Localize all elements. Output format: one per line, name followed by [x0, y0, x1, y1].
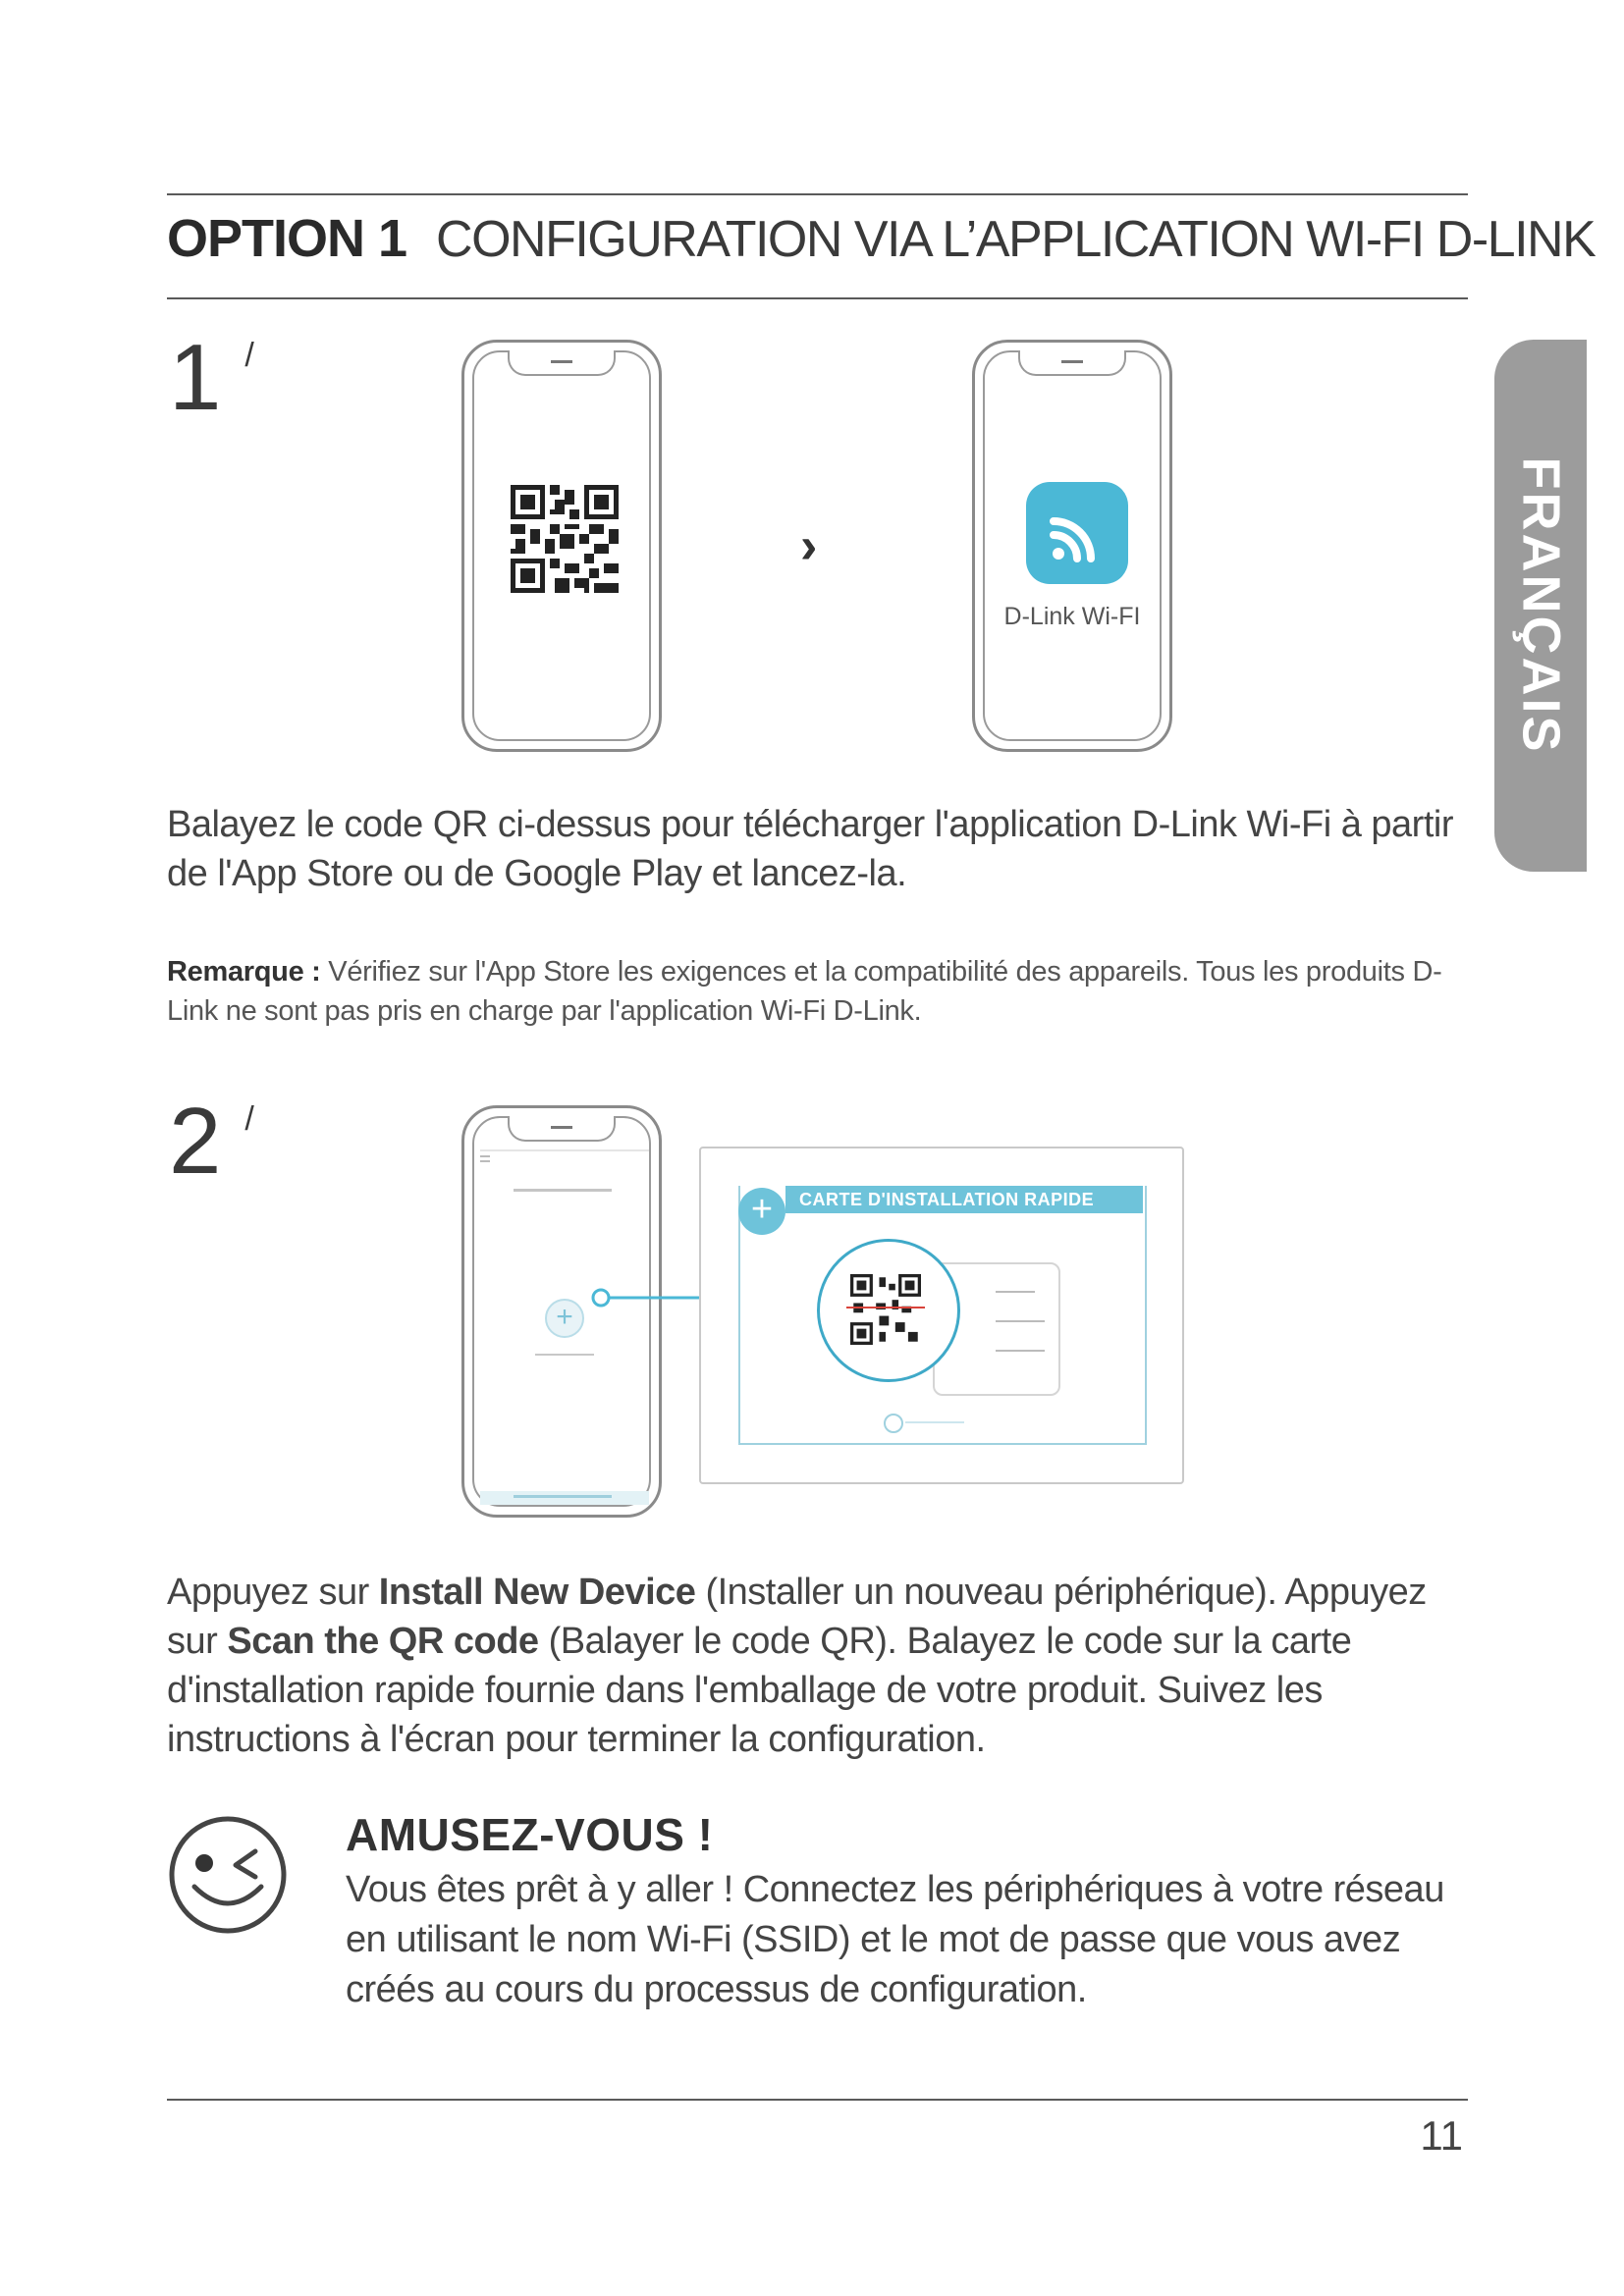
- page-title: CONFIGURATION VIA L’APPLICATION WI-FI D-LINK: [436, 211, 1596, 268]
- step-1-note: [167, 952, 1483, 1031]
- page-number: 11: [1420, 2112, 1463, 2159]
- app-name-label: D-Link Wi-FI: [1003, 603, 1141, 630]
- page-header: [167, 208, 1596, 269]
- step-slash: /: [244, 337, 254, 374]
- step-2-instruction: Appuyez sur Install New Device (Installer un nouveau périphérique). Appuyez sur Scan the QR code (Balayer le code QR). Balayez le code sur la carte d'installation rapide fournie dans l'emballage de votre produit. Suivez les instructions à l'écran pour terminer la configuration.: [167, 1572, 1427, 1760]
- option-label: OPTION 1: [167, 209, 407, 268]
- step-number: 2: [169, 1089, 222, 1194]
- phone-app: [972, 340, 1172, 752]
- note-text: Vérifiez sur l'App Store les exigences et la compatibilité des appareils. Tous les produits D-Link ne sont pas pris en charge par l'application Wi-Fi D-Link.: [167, 956, 1442, 1027]
- plus-icon: +: [738, 1188, 785, 1235]
- header-rule: [167, 297, 1468, 299]
- qr-code-icon: [511, 485, 619, 593]
- dlink-wifi-app-icon: [1026, 482, 1128, 584]
- step-slash: /: [244, 1100, 254, 1138]
- card-title-bar: CARTE D'INSTALLATION RAPIDE: [785, 1186, 1143, 1213]
- step-number: 1: [169, 325, 222, 430]
- card-qr-code-icon: [850, 1274, 921, 1345]
- top-rule: [167, 193, 1468, 195]
- language-tab: [1494, 340, 1587, 872]
- phone-install: [461, 1105, 662, 1518]
- fun-text: Vous êtes prêt à y aller ! Connectez les périphériques à votre réseau en utilisant le nom Wi-Fi (SSID) et le mot de passe que vous avez créés au cours du processus de configuration.: [346, 1869, 1444, 2010]
- scan-line: [846, 1307, 925, 1308]
- globe-icon: [884, 1414, 903, 1433]
- step-1-instruction: Balayez le code QR ci-dessus pour télécharger l'application D-Link Wi-Fi à partir de l'App Store ou de Google Play et lancez-la.: [167, 804, 1453, 894]
- phone-qr: [461, 340, 662, 752]
- language-label: FRANÇAIS: [1511, 456, 1570, 755]
- step-1-number: [169, 324, 254, 432]
- install-new-device-button[interactable]: +: [545, 1299, 584, 1338]
- chevron-right-icon: ›: [800, 517, 818, 574]
- install-new-device-label: Install New Device: [378, 1572, 696, 1613]
- footer-rule: [167, 2099, 1468, 2101]
- fun-title: AMUSEZ-VOUS !: [346, 1809, 714, 1860]
- quick-install-card: [699, 1147, 1184, 1484]
- wink-face-icon: [167, 1814, 289, 1936]
- step-2-number: [169, 1088, 254, 1196]
- scan-qr-code-label: Scan the QR code: [227, 1621, 539, 1662]
- note-label: Remarque :: [167, 956, 321, 988]
